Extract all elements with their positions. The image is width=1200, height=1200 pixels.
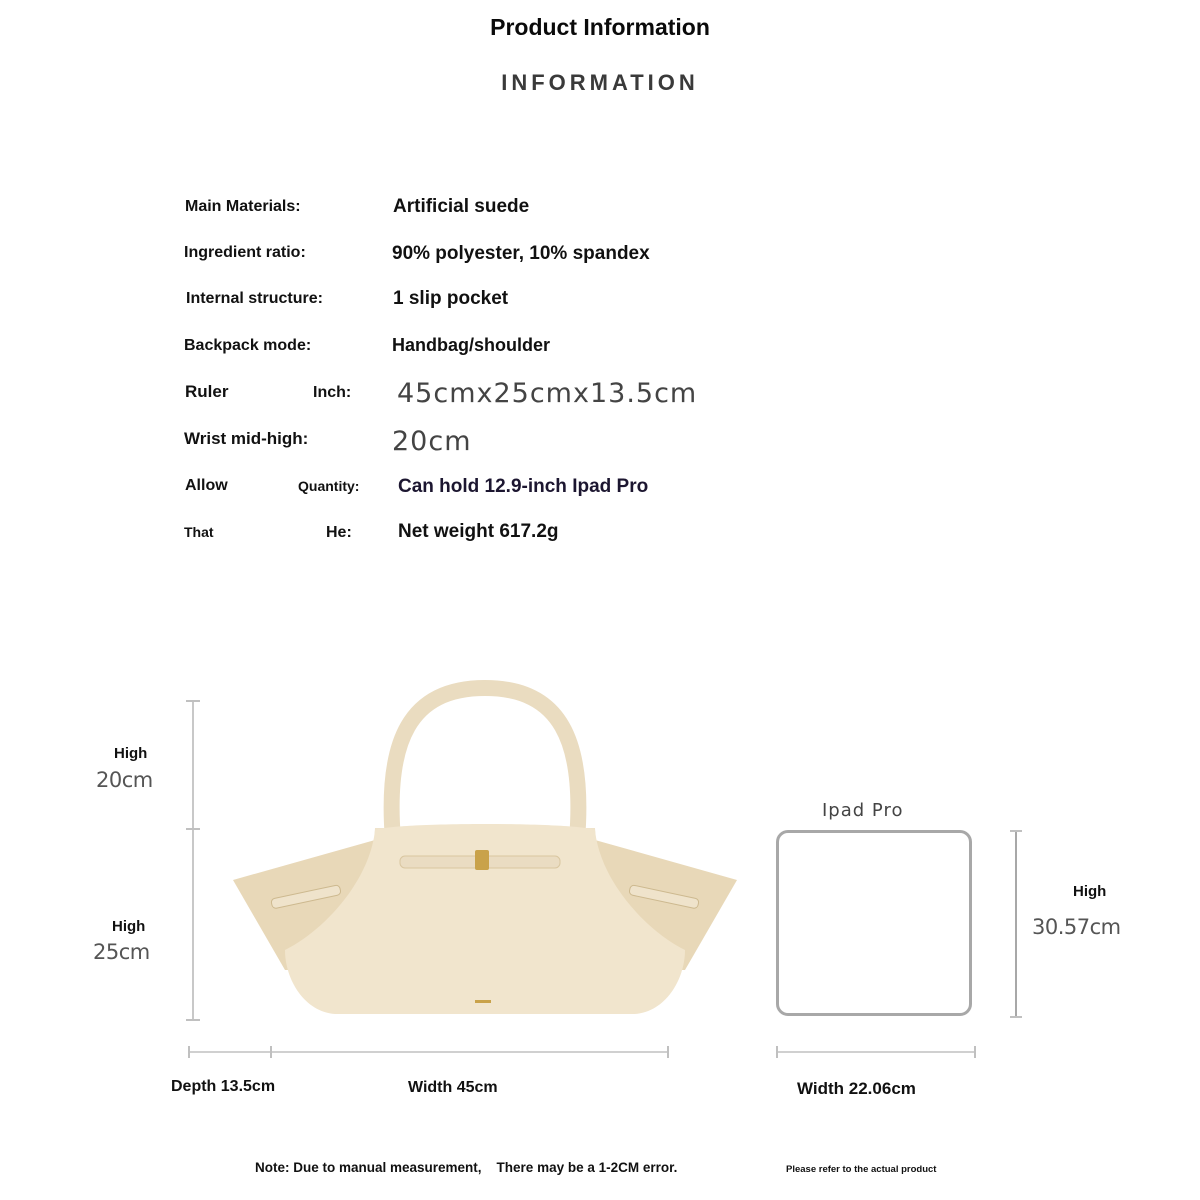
disclaimer: Please refer to the actual product [786, 1164, 937, 1175]
width-line [188, 1051, 668, 1053]
spec-value-structure: 1 slip pocket [393, 288, 509, 309]
tick-depth [270, 1046, 272, 1058]
spec-label-wrist: Wrist mid-high: [184, 429, 309, 448]
body-height-value: 25cm [93, 940, 150, 964]
depth-label: Depth 13.5cm [171, 1078, 276, 1095]
width-label: Width 45cm [408, 1079, 498, 1096]
spec-value-weight: Net weight 617.2g [398, 521, 559, 542]
ipad-height-line [1015, 830, 1017, 1018]
page-subtitle: INFORMATION [501, 70, 699, 95]
spec-label-materials: Main Materials: [185, 198, 301, 215]
spec-value-ratio: 90% polyester, 10% spandex [392, 243, 650, 264]
spec-label-ruler: Ruler [185, 382, 229, 401]
spec-label-mode: Backpack mode: [184, 337, 312, 354]
page-title: Product Information [490, 14, 710, 40]
spec-label-allow: Allow [185, 477, 228, 494]
spec-value-wrist: 20cm [392, 426, 472, 457]
spec-value-mode: Handbag/shoulder [392, 335, 551, 355]
ipad-height-value: 30.57cm [1032, 915, 1121, 939]
ipad-outline [776, 830, 972, 1016]
handle-height-label: High [114, 745, 148, 762]
ipad-title: Ipad Pro [822, 800, 904, 821]
height-line [192, 700, 194, 1020]
spec-value-size: 45cmx25cmx13.5cm [397, 378, 698, 409]
ipad-tick-left [776, 1046, 778, 1058]
tick-top [186, 700, 200, 702]
spec-label-structure: Internal structure: [186, 290, 323, 307]
tick-left [188, 1046, 190, 1058]
spec-label-quantity: Quantity: [298, 478, 360, 494]
ipad-tick-bottom [1010, 1016, 1022, 1018]
ipad-tick-right [974, 1046, 976, 1058]
spec-value-capacity: Can hold 12.9-inch Ipad Pro [398, 476, 649, 497]
spec-label-ratio: Ingredient ratio: [184, 244, 306, 261]
spec-value-materials: Artificial suede [393, 196, 530, 217]
ipad-width-line [776, 1051, 976, 1053]
ipad-tick-top [1010, 830, 1022, 832]
spec-label-inch: Inch: [313, 384, 352, 401]
handle-height-value: 20cm [96, 768, 153, 792]
tick-bottom [186, 1019, 200, 1021]
spec-label-he: He: [326, 524, 352, 541]
spec-label-that: That [184, 524, 214, 540]
handbag-image [225, 680, 745, 1025]
ipad-width-label: Width 22.06cm [797, 1079, 916, 1098]
measurement-note: Note: Due to manual measurement, There may be a 1-2CM error. [255, 1160, 678, 1175]
ipad-height-label: High [1073, 883, 1107, 900]
tick-right [667, 1046, 669, 1058]
body-height-label: High [112, 918, 146, 935]
tick-mid [186, 828, 200, 830]
